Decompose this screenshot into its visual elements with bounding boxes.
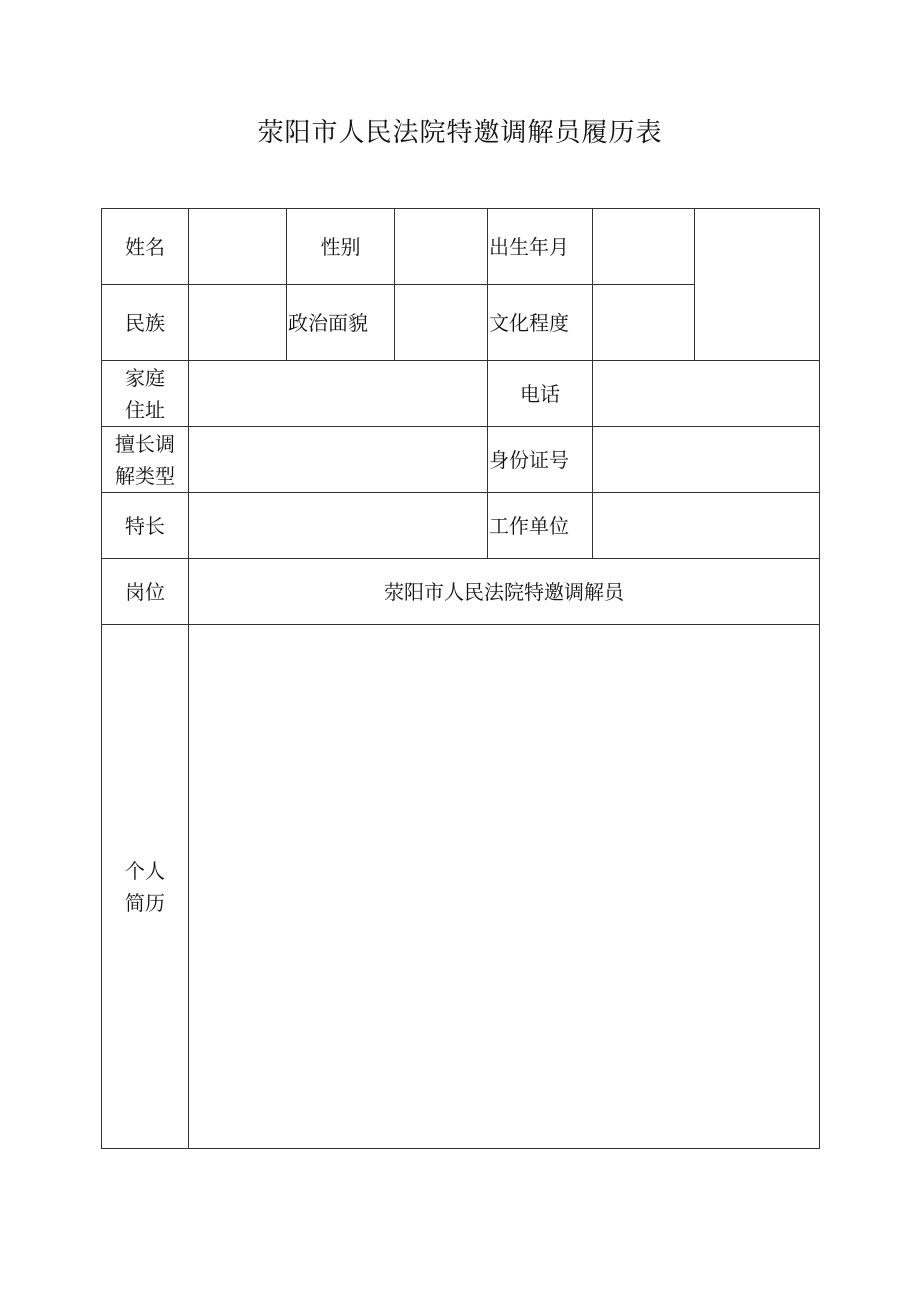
photo-box[interactable] [695,209,820,361]
mediation-type-label-line1: 擅长调 [115,431,175,456]
employer-field[interactable] [593,493,820,559]
resume-label-line1: 个人 [125,858,165,883]
table-row [102,427,820,493]
name-label: 姓名 [102,209,189,285]
ethnicity-label: 民族 [102,285,189,361]
address-label-line2: 住址 [125,397,165,422]
id-number-label: 身份证号 [488,427,593,493]
education-field[interactable] [593,285,695,361]
id-number-field[interactable] [593,427,820,493]
position-value: 荥阳市人民法院特邀调解员 [189,559,820,625]
ethnicity-field[interactable] [189,285,287,361]
education-label: 文化程度 [488,285,593,361]
table-row [102,559,820,625]
mediation-type-field[interactable] [189,427,488,493]
specialty-label: 特长 [102,493,189,559]
resume-label [102,625,189,1149]
specialty-field[interactable] [189,493,488,559]
position-label: 岗位 [102,559,189,625]
employer-label: 工作单位 [488,493,593,559]
phone-field[interactable] [593,361,820,427]
politics-label: 政治面貌 [287,285,395,361]
table-row [102,209,820,285]
resume-label-line2: 简历 [125,890,165,915]
politics-field[interactable] [395,285,488,361]
table-row [102,493,820,559]
resume-form-table [101,208,820,1149]
table-row [102,361,820,427]
phone-label: 电话 [488,361,593,427]
name-field[interactable] [189,209,287,285]
address-field[interactable] [189,361,488,427]
birth-field[interactable] [593,209,695,285]
mediation-type-label-line2: 解类型 [115,463,175,488]
address-label-line1: 家庭 [125,365,165,390]
page-title: 荥阳市人民法院特邀调解员履历表 [257,118,663,148]
resume-field[interactable] [189,625,820,1149]
address-label [102,361,189,427]
table-row [102,625,820,1149]
birth-label: 出生年月 [488,209,593,285]
gender-field[interactable] [395,209,488,285]
gender-label: 性别 [287,209,395,285]
mediation-type-label [102,427,189,493]
